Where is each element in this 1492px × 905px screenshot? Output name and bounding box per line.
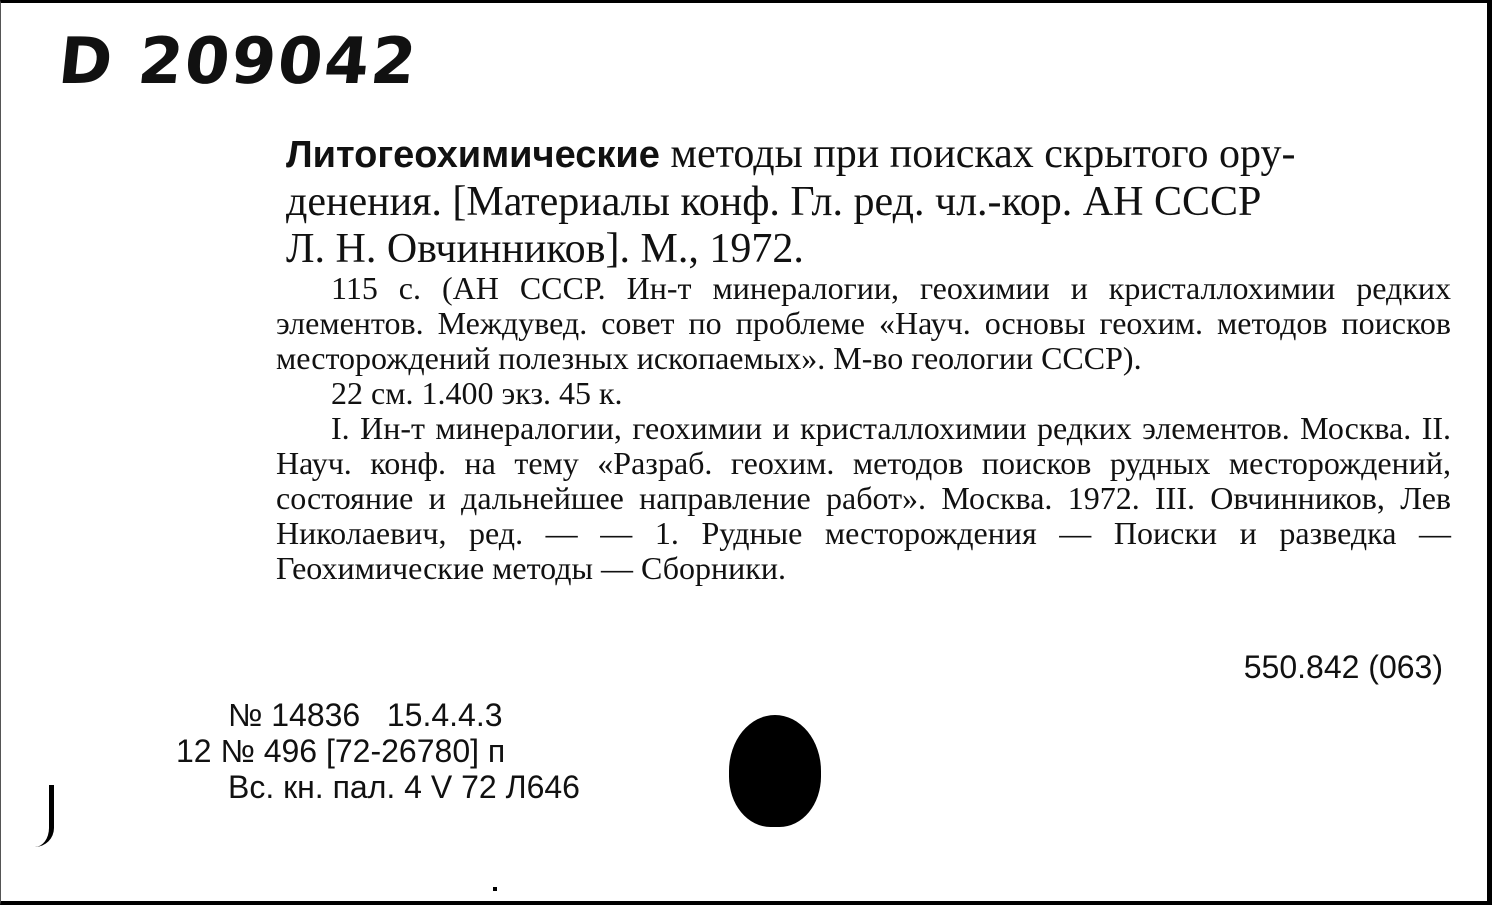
ink-mark: [35, 785, 54, 847]
title-line2: денения. [Материалы конф. Гл. ред. чл.-кор. АН СССР: [286, 179, 1262, 225]
registry-line-2: 12 № 496 [72-26780] п: [176, 733, 506, 769]
tracings-paragraph: I. Ин-т минералогии, геохимии и кристаллохимии редких элементов. Москва. II. Науч. конф. на тему «Разраб. геохим. методов поисков рудных месторождений, состояние и дальнейшее направление работ». Москва. 1972. III. Овчинников, Лев Николаевич, ред. — — 1. Рудные месторождения — Поиски и разведка — Геохимические методы — Сборники.: [276, 410, 1451, 586]
title-line3: Л. Н. Овчинников]. М., 1972.: [286, 226, 804, 272]
title-line1-rest: методы при поисках скрытого ору-: [659, 131, 1296, 177]
title-bold-term: Литогеохимические: [286, 134, 660, 176]
description-paragraph: 115 с. (АН СССР. Ин-т минералогии, геохимии и кристаллохимии редких элементов. Междувед. совет по проблеме «Науч. основы геохим. методов поисков месторождений полезных ископаемых». М-во геологии СССР).: [276, 270, 1451, 376]
registry-line-3: Вс. кн. пал. 4 V 72 Л646: [228, 769, 580, 805]
bibliographic-body: [276, 271, 1451, 586]
bibliographic-title: [286, 131, 1451, 273]
registry-line-1: № 14836 15.4.4.3: [228, 697, 503, 733]
udc-classification: 550.842 (063): [1243, 649, 1443, 685]
handwritten-catalog-id: D 209042: [55, 25, 422, 99]
punch-hole: [729, 715, 821, 827]
physical-description: 22 см. 1.400 экз. 45 к.: [331, 375, 623, 411]
ink-dot: [493, 887, 497, 891]
registry-numbers: [176, 697, 580, 805]
